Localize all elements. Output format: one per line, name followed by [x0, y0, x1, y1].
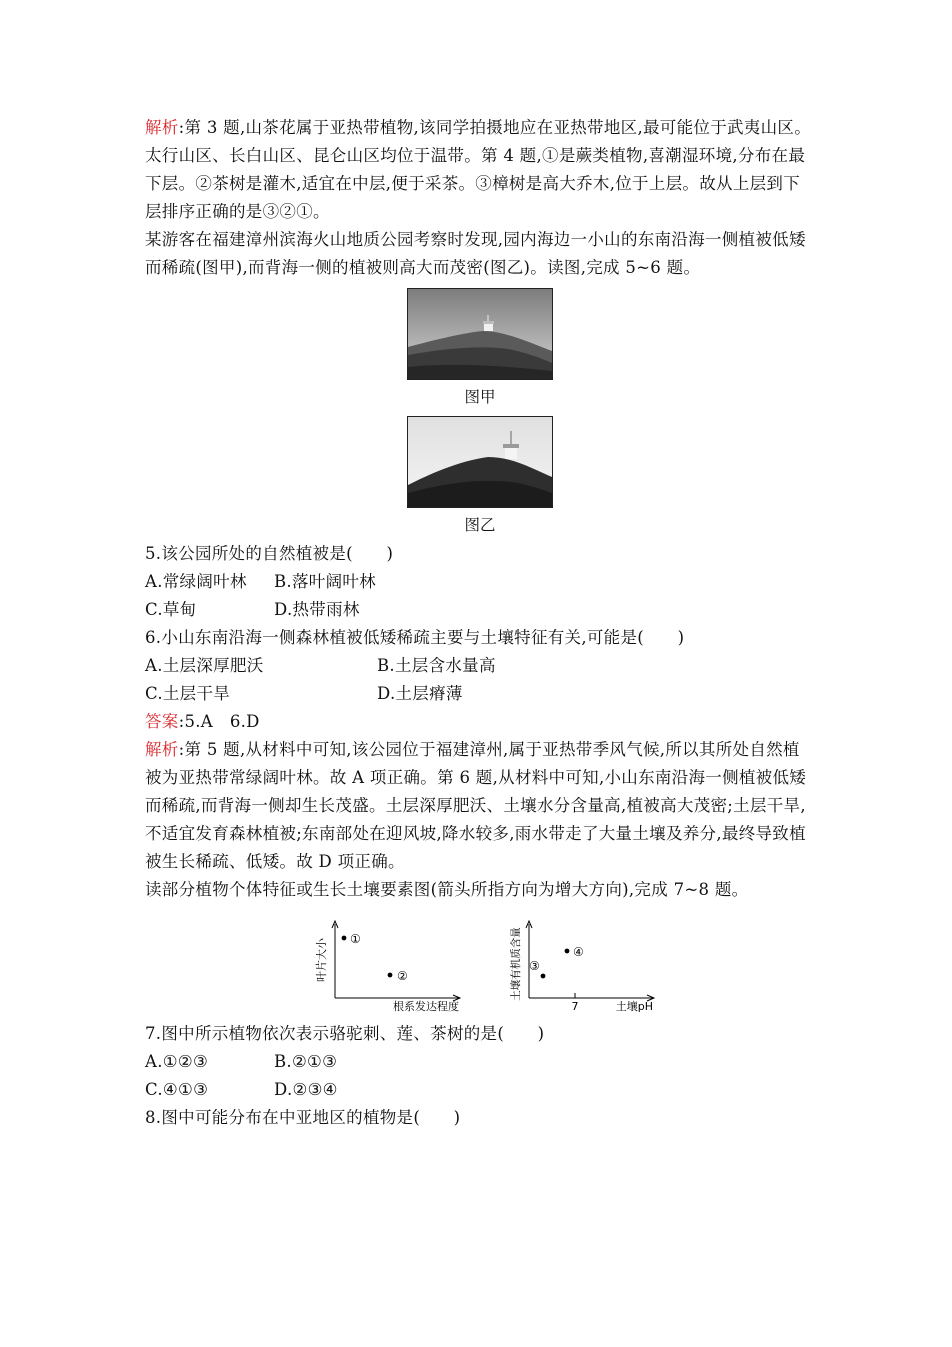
question-6-options-row-2 — [145, 680, 815, 708]
x-tick-label: 7 — [571, 1000, 579, 1012]
option-a: A.土层深厚肥沃 — [145, 656, 264, 675]
analysis-paragraph-1 — [145, 114, 815, 226]
option-d: D.热带雨林 — [274, 600, 360, 619]
option-c: C.土层干旱 — [145, 684, 231, 703]
point-2-label: ② — [397, 969, 408, 983]
chart-leaf-root — [313, 918, 473, 1012]
photo-dense-hill — [407, 416, 553, 508]
question-intro-5-6: 某游客在福建漳州滨海火山地质公园考察时发现,园内海边一小山的东南沿海一侧植被低矮而稀疏(图甲),而背海一侧的植被则高大而茂密(图乙)。读图,完成 5~6 题。 — [145, 230, 806, 277]
question-5-options-row-2 — [145, 596, 815, 624]
figure-jia — [145, 288, 815, 410]
figure-yi — [145, 416, 815, 538]
photo-sparse-hill — [407, 288, 553, 380]
option-d: D.土层瘠薄 — [377, 684, 463, 703]
point-1 — [342, 936, 347, 941]
point-3-label: ③ — [529, 959, 540, 973]
option-b: B.落叶阔叶林 — [274, 572, 376, 591]
analysis-text: :第 5 题,从材料中可知,该公园位于福建漳州,属于亚热带季风气候,所以其所处自然植被为亚热带常绿阔叶林。故 A 项正确。第 6 题,从材料中可知,小山东南沿海一侧植被低矮而稀疏,而背海一侧却生长茂盛。土层深厚肥沃、土壤水分含量高,植被高大茂密;土层干旱,不适宜发育森林植被;东南部处在迎风坡,降水较多,雨水带走了大量土壤及养分,最终导致植被生长稀疏、低矮。故 D 项正确。 — [145, 740, 807, 871]
question-6-options-row-1 — [145, 652, 815, 680]
figure-jia-caption: 图甲 — [464, 388, 496, 406]
x-axis-label: 根系发达程度 — [393, 1000, 459, 1012]
analysis-paragraph-2 — [145, 736, 815, 876]
question-7-options-row-1 — [145, 1048, 815, 1076]
option-b: B.土层含水量高 — [377, 656, 496, 675]
point-3 — [541, 974, 546, 979]
option-a: A.①②③ — [145, 1052, 209, 1071]
answer-line — [145, 708, 815, 736]
option-a: A.常绿阔叶林 — [145, 572, 247, 591]
question-5-stem: 5.该公园所处的自然植被是( ) — [145, 544, 394, 563]
document-page — [145, 114, 815, 1132]
analysis-text: :第 3 题,山茶花属于亚热带植物,该同学拍摄地应在亚热带地区,最可能位于武夷山区。太行山区、长白山区、昆仑山区均位于温带。第 4 题,①是蕨类植物,喜潮湿环境,分布在最下层。②茶树是灌木,适宜在中层,便于采茶。③樟树是高大乔木,位于上层。故从上层到下层排序正确的是③②①。 — [145, 118, 811, 221]
x-axis-label: 土壤pH — [615, 1000, 653, 1012]
plant-charts — [145, 918, 815, 1012]
point-4 — [565, 949, 570, 954]
y-axis-label: 叶片大小 — [315, 938, 328, 982]
question-8-stem: 8.图中可能分布在中亚地区的植物是( ) — [145, 1108, 461, 1127]
option-c: C.④①③ — [145, 1080, 209, 1099]
point-2 — [388, 973, 393, 978]
point-1-label: ① — [350, 932, 361, 946]
figure-yi-caption: 图乙 — [464, 516, 496, 534]
question-7-options-row-2 — [145, 1076, 815, 1104]
answer-text: :5.A 6.D — [178, 712, 260, 731]
point-4-label: ④ — [573, 945, 584, 959]
option-c: C.草甸 — [145, 600, 197, 619]
y-axis-label: 土壤有机质含量 — [510, 927, 522, 1001]
question-5-options-row-1 — [145, 568, 815, 596]
option-b: B.②①③ — [274, 1052, 338, 1071]
analysis-label: 解析 — [145, 740, 179, 759]
question-intro-7-8: 读部分植物个体特征或生长土壤要素图(箭头所指方向为增大方向),完成 7~8 题。 — [145, 880, 749, 899]
question-6-stem: 6.小山东南沿海一侧森林植被低矮稀疏主要与土壤特征有关,可能是( ) — [145, 628, 685, 647]
question-7-stem: 7.图中所示植物依次表示骆驼刺、莲、茶树的是( ) — [145, 1024, 545, 1043]
analysis-label: 解析 — [145, 118, 179, 137]
chart-soil-ph — [507, 918, 667, 1012]
option-d: D.②③④ — [274, 1080, 338, 1099]
answer-label: 答案 — [145, 712, 179, 731]
